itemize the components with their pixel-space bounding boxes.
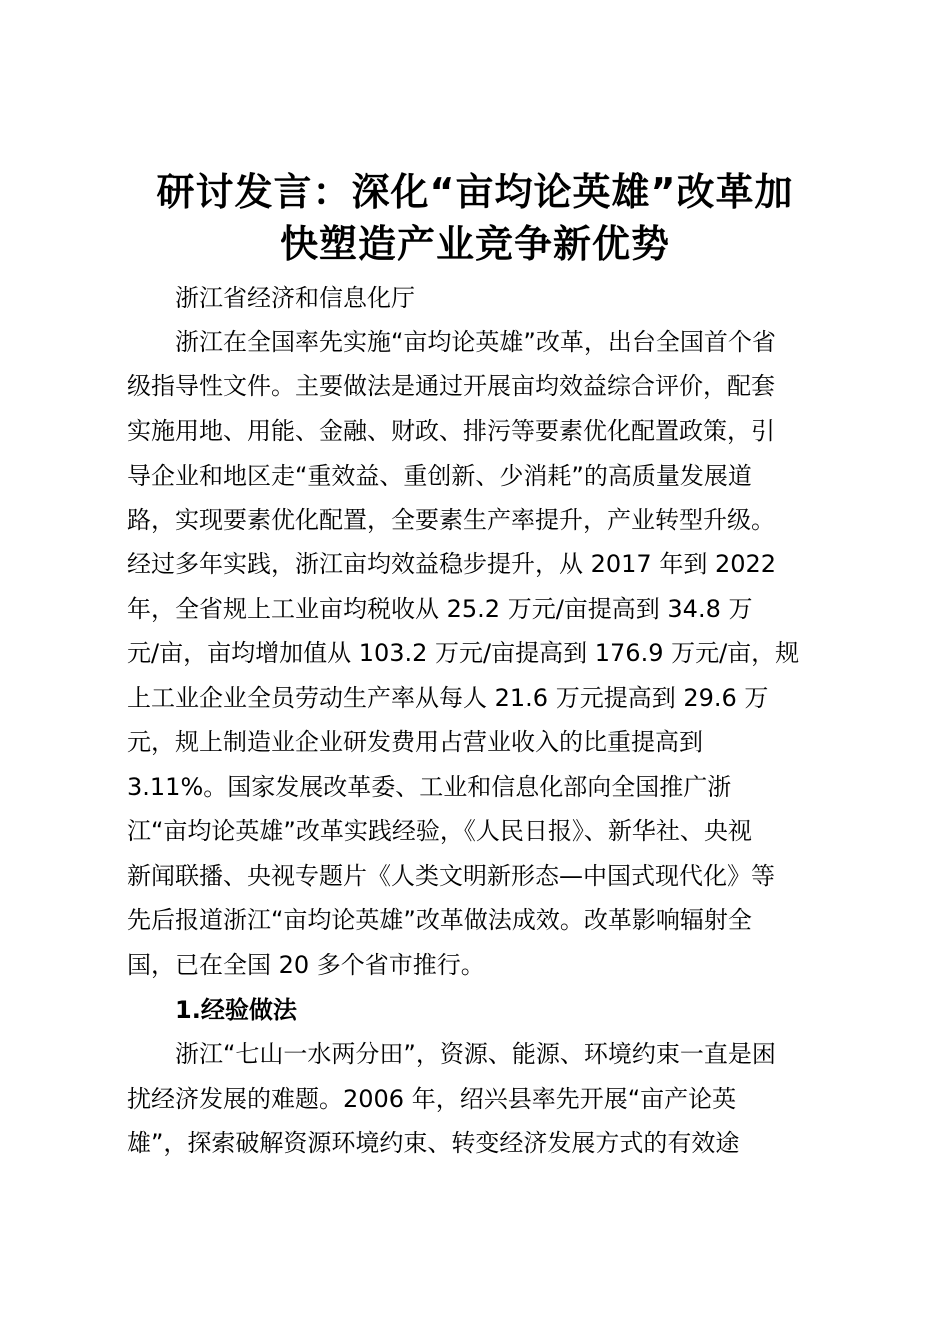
document-title-line-2: 快塑造产业竞争新优势 <box>279 222 670 266</box>
paragraph-line: 先后报道浙江“亩均论英雄”改革做法成效。改革影响辐射全 <box>127 906 752 934</box>
paragraph-line: 路，实现要素优化配置，全要素生产率提升，产业转型升级。 <box>127 506 775 534</box>
paragraph-line: 经过多年实践，浙江亩均效益稳步提升，从 2017 年到 2022 <box>127 550 777 578</box>
paragraph-line: 扰经济发展的难题。2006 年，绍兴县率先开展“亩产论英 <box>127 1085 737 1113</box>
paragraph-line: 3.11%。国家发展改革委、工业和信息化部向全国推广浙 <box>127 773 732 801</box>
paragraph-line: 导企业和地区走“重效益、重创新、少消耗”的高质量发展道 <box>127 462 752 490</box>
paragraph-line: 浙江在全国率先实施“亩均论英雄”改革，出台全国首个省 <box>175 328 776 356</box>
paragraph-line: 元，规上制造业企业研发费用占营业收入的比重提高到 <box>127 728 703 756</box>
paragraph-line: 元/亩，亩均增加值从 103.2 万元/亩提高到 176.9 万元/亩，规 <box>127 639 800 667</box>
author-line: 浙江省经济和信息化厅 <box>175 284 415 312</box>
paragraph-line: 新闻联播、央视专题片《人类文明新形态—中国式现代化》等 <box>127 862 775 890</box>
paragraph-line: 年，全省规上工业亩均税收从 25.2 万元/亩提高到 34.8 万 <box>127 595 753 623</box>
paragraph-line: 级指导性文件。主要做法是通过开展亩均效益综合评价，配套 <box>127 372 775 400</box>
document-title-line-1: 研讨发言：深化“亩均论英雄”改革加 <box>156 170 794 214</box>
paragraph-line: 实施用地、用能、金融、财政、排污等要素优化配置政策，引 <box>127 417 775 445</box>
paragraph-line: 雄”，探索破解资源环境约束、转变经济发展方式的有效途 <box>127 1129 740 1157</box>
paragraph-line: 江“亩均论英雄”改革实践经验，《人民日报》、新华社、央视 <box>127 817 752 845</box>
paragraph-line: 上工业企业全员劳动生产率从每人 21.6 万元提高到 29.6 万 <box>127 684 769 712</box>
paragraph-line: 浙江“七山一水两分田”，资源、能源、环境约束一直是困 <box>175 1040 776 1068</box>
paragraph-line: 国，已在全国 20 多个省市推行。 <box>127 951 485 979</box>
section-heading: 1.经验做法 <box>175 996 297 1024</box>
